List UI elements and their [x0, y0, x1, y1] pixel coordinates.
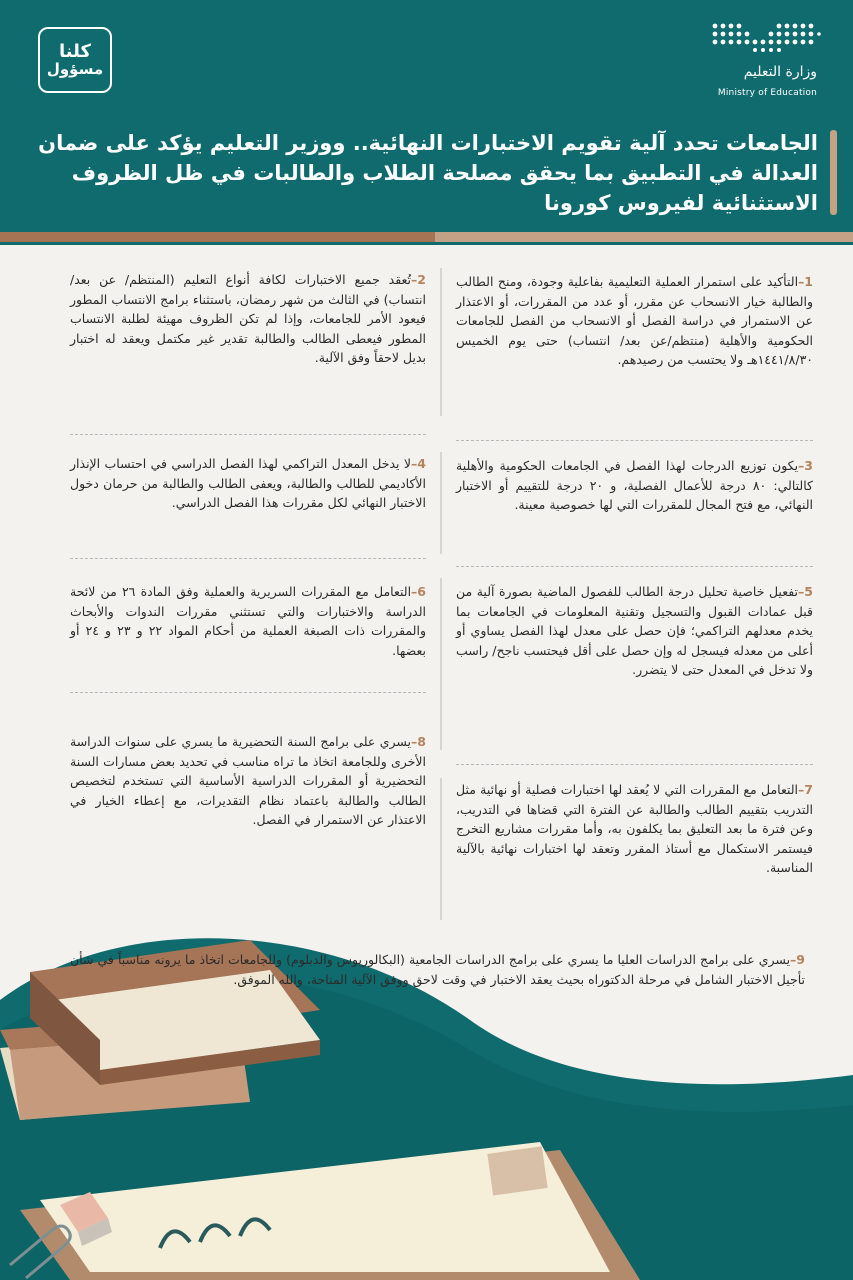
item-number: 3–: [798, 458, 813, 473]
books-illustration: [0, 880, 853, 1280]
item-text: التأكيد على استمرار العملية التعليمية بفاعلية وجودة، ومنح الطالب والطالبة خيار الانسحاب عن مقرر، أو عدد من المقررات، أو الاعتذار عن الاستمرار في دراسة الفصل أو الانسحاب من الفصل للجامعات الحكومية والأهلية (منتظم/عن بعد/ انتساب) حتى يوم الخميس ١٤٤١/٨/٣٠هـ ولا يحتسب من رصيدهم.: [456, 274, 813, 367]
item-2: [70, 270, 426, 368]
item-text: تُعقد جميع الاختبارات لكافة أنواع التعليم (المنتظم/ عن بعد/ انتساب) في الثالث من شهر رمضان، باستثناء برامج الانتساب المطور فيعود الأمر للجامعات، وإذا لم تكن الظروف مهيئة لطلبة الانتساب المطور فيعطى الطالب والطالبة تقدير غير مكتمل ويعقد له اختبار بديل لاحقاً وفق الآلية.: [70, 272, 426, 365]
item-text: التعامل مع المقررات السريرية والعملية وفق المادة ٢٦ من لائحة الدراسة والاختبارات والتي تستثني مقررات الندوات والأبحاث والمقررات ذات الصبغة العملية من أحكام المواد ٢٢ و ٢٣ و ٢٤ أو بعضها.: [70, 584, 426, 658]
header-accent-stripe: [0, 232, 853, 242]
title-accent-bar: [830, 130, 837, 215]
item-8: [70, 732, 426, 830]
item-number: 4–: [411, 456, 426, 471]
item-5: [456, 582, 813, 680]
item-number: 1–: [798, 274, 813, 289]
dashed-divider: [70, 558, 426, 559]
dashed-divider: [456, 440, 813, 441]
item-number: 7–: [798, 782, 813, 797]
header-banner: [0, 0, 853, 245]
item-number: 8–: [411, 734, 426, 749]
ministry-name-ar: وزارة التعليم: [743, 64, 817, 80]
item-3: [456, 456, 813, 515]
campaign-logo: [38, 27, 112, 93]
item-6: [70, 582, 426, 660]
logo-line1: كلنا: [59, 40, 91, 62]
item-number: 9–: [790, 952, 805, 967]
item-number: 5–: [798, 584, 813, 599]
column-separator: [440, 268, 442, 416]
item-7: [456, 780, 813, 878]
dashed-divider: [456, 764, 813, 765]
item-text: يسري على برامج السنة التحضيرية ما يسري على سنوات الدراسة الأخرى وللجامعة اتخاذ ما تراه مناسب في تحديد بعض مسارات السنة التحضيرية أو المقررات الدراسية الأساسية التي تستخدم لتخصيص الطالب والطالبة باعتماد نظام التقديرات، مع إعطاء الخيار في الاعتذار عن الاستمرار في الفصل.: [70, 734, 426, 827]
column-separator: [440, 578, 442, 750]
item-text: يكون توزيع الدرجات لهذا الفصل في الجامعات الحكومية والأهلية كالتالي: ٨٠ درجة للأعمال الفصلية، و ٢٠ درجة للتقييم أو الاختبار النهائي، مع فتح المجال للمقررات التي لها خصوصية معينة.: [456, 458, 814, 512]
item-number: 2–: [411, 272, 426, 287]
item-number: 6–: [411, 584, 426, 599]
dashed-divider: [70, 434, 426, 435]
column-separator: [440, 452, 442, 554]
page-title: الجامعات تحدد آلية تقويم الاختبارات النهائية.. ووزير التعليم يؤكد على ضمان العدالة في التطبيق بما يحقق مصلحة الطلاب والطالبات في ظل الظروف الاستثنائية لفيروس كورونا: [38, 131, 818, 215]
item-text: يسري على برامج الدراسات العليا ما يسري على برامج الدراسات الجامعية (البكالوريوس والدبلوم) وللجامعات اتخاذ ما يرونه مناسباً في شأن تأجيل الاختبار الشامل في مرحلة الدكتوراه بحيث يعقد الاختبار في وقت لاحق ووفق الآلية المتاحة، والله الموفق.: [70, 952, 805, 987]
item-text: تفعيل خاصية تحليل درجة الطالب للفصول الماضية بصورة آلية من قبل عمادات القبول والتسجيل وتقنية المعلومات في الجامعات بما يخدم معدلهم التراكمي؛ فإن حصل على معدل لهذا الفصل يساوي أو أعلى من معدله فيسجل له وإن حصل على أقل فيحتسب ناجح/ راسب ولا تدخل في المعدل حتى لا يتضرر.: [456, 584, 813, 677]
item-text: التعامل مع المقررات التي لا يُعقد لها اختبارات فصلية أو نهائية مثل التدريب بتقييم الطالب والطالبة عن الفترة التي قضاها في التدريب، وعن فترة ما بعد التعليق بما يكلفون به، وأما مقررات مشاريع التخرج فيستمر الاستكمال مع أستاذ المقرر وتعقد لها اختبارات نهائية بالآلية المناسبة.: [456, 782, 813, 875]
item-4: [70, 454, 426, 513]
ministry-dots-icon: [709, 20, 821, 54]
dashed-divider: [70, 692, 426, 693]
ministry-name-en: Ministry of Education: [717, 88, 817, 98]
ministry-logo: [701, 20, 821, 104]
item-9: [70, 950, 805, 989]
item-text: لا يدخل المعدل التراكمي لهذا الفصل الدراسي في احتساب الإنذار الأكاديمي للطالب والطالبة، ويعفى الطالب والطالبة من حرمان دخول الاختبار النهائي لكل مقررات هذا الفصل الدراسي.: [70, 456, 426, 510]
item-1: [456, 272, 813, 370]
stamp-icon: [487, 1146, 547, 1195]
dashed-divider: [456, 566, 813, 567]
logo-line2: مسؤول: [46, 59, 104, 78]
